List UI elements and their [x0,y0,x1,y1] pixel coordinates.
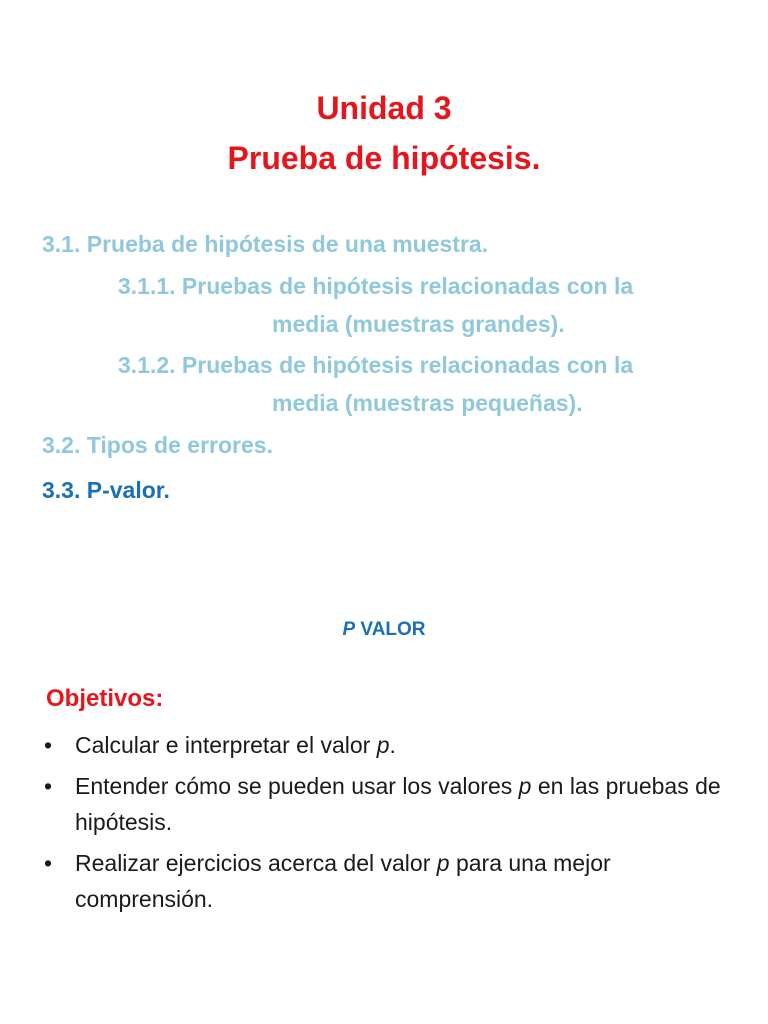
p-variable: p [436,850,450,876]
toc-item-3-1-1: 3.1.1. Pruebas de hipótesis relacionadas con la [118,273,634,299]
toc-item-3-2: 3.2. Tipos de errores. [42,432,273,458]
objective-item [44,845,734,917]
bullet-icon: • [44,773,53,799]
objective-text: Entender cómo se pueden usar los valores [75,773,519,799]
toc-item-3-1-1-cont: media (muestras grandes). [272,311,565,337]
objective-item [44,768,734,840]
unit-subtitle: Prueba de hipótesis. [227,140,541,176]
toc-item-3-1-2-cont: media (muestras pequeñas). [272,390,583,416]
p-variable: P [342,619,356,640]
toc-item-3-1: 3.1. Prueba de hipótesis de una muestra. [42,231,489,257]
section-heading-p-valor [0,619,768,641]
toc-item-3-1-2: 3.1.2. Pruebas de hipótesis relacionadas con la [118,352,634,378]
section-heading-text: VALOR [355,619,426,640]
bullet-icon: • [44,732,53,758]
objectives-heading: Objetivos: [46,685,164,712]
objective-text-end: en las pruebas de hipótesis. [75,773,721,835]
unit-title: Unidad 3 [316,90,452,126]
p-variable: p [376,732,390,758]
objective-text-end: para una mejor comprensión. [75,850,611,912]
objective-text: Realizar ejercicios acerca del valor [75,850,437,876]
p-variable: p [518,773,532,799]
objective-item [44,727,734,763]
objective-text: Calcular e interpretar el valor [75,732,377,758]
objective-text-end: . [389,732,396,758]
bullet-icon: • [44,850,53,876]
toc-item-3-3-active: 3.3. P-valor. [42,477,170,503]
